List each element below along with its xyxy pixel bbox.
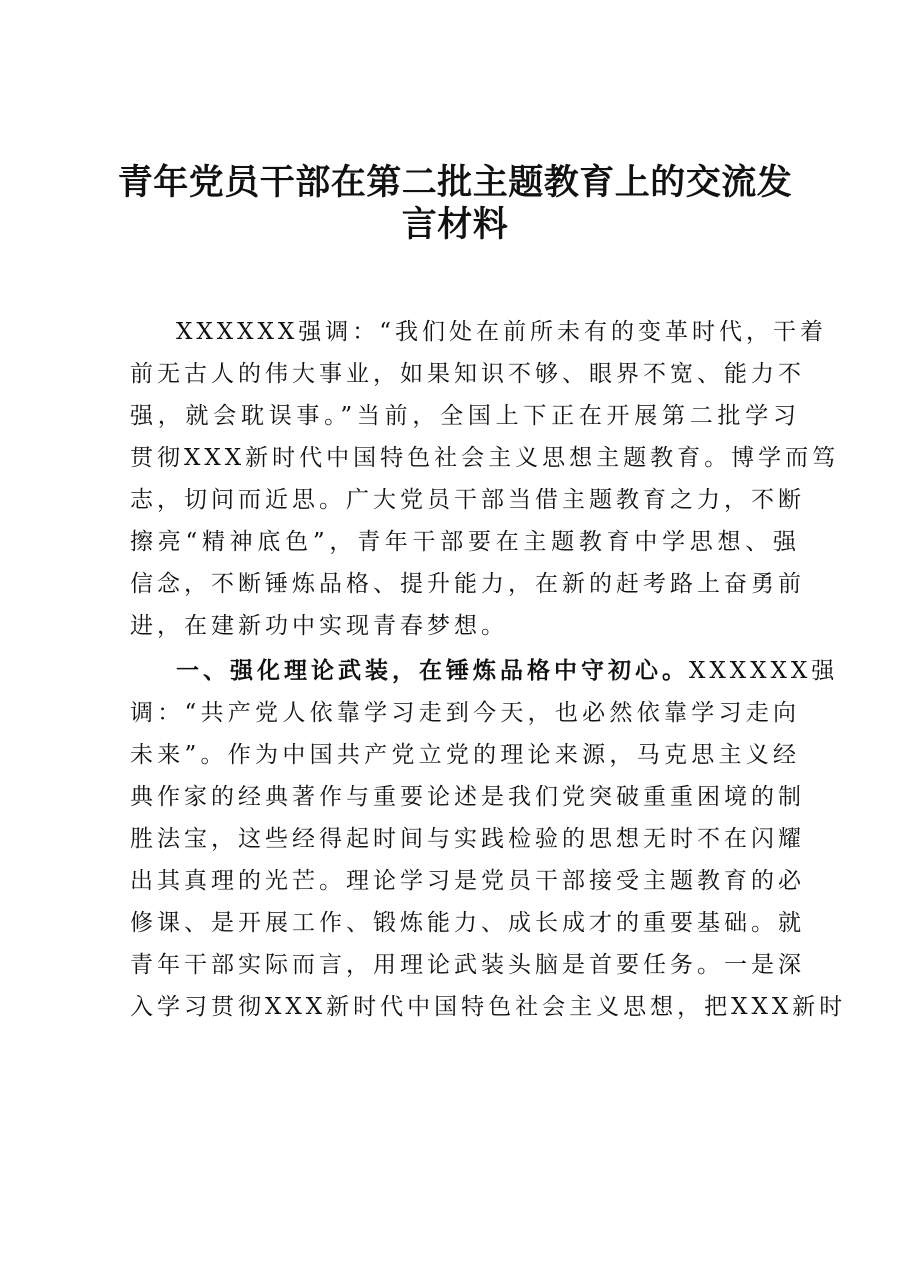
paragraph-1 (130, 311, 840, 647)
text-line: 志，切问而近思。广大党员干部当借主题教育之力，不断 (130, 487, 805, 513)
text-line: 出其真理的光芒。理论学习是党员干部接受主题教育的必 (130, 868, 805, 894)
text-line: 入学习贯彻XXX新时代中国特色社会主义思想，把XXX新时 (130, 994, 847, 1020)
text-line: 信念，不断锤炼品格、提升能力，在新的赶考路上奋勇前 (130, 571, 805, 597)
text-line: 进，在建新功中实现青春梦想。 (130, 613, 508, 639)
text-line: 修课、是开展工作、锻炼能力、成长成才的重要基础。就 (130, 910, 805, 936)
text-line (130, 650, 839, 692)
text-line: 前无古人的伟大事业，如果知识不够、眼界不宽、能力不 (130, 361, 805, 387)
text-line: XXXXXX强调：“我们处在前所未有的变革时代，干着 (176, 319, 828, 345)
text-line: 调：“共产党人依靠学习走到今天，也必然依靠学习走向 (130, 700, 800, 726)
text-line: 擦亮“精神底色”，青年干部要在主题教育中学思想、强 (130, 529, 800, 555)
document-body (130, 311, 847, 1028)
heading-line-rest: XXXXXX强 (689, 658, 839, 684)
text-line: 典作家的经典著作与重要论述是我们党突破重重困境的制 (130, 784, 805, 810)
title-line-2: 言材料 (401, 204, 509, 245)
text-line: 贯彻XXX新时代中国特色社会主义思想主题教育。博学而笃 (130, 445, 840, 471)
paragraph-2 (130, 650, 847, 1028)
section-heading: 一、强化理论武装，在锤炼品格中守初心。 (176, 657, 689, 684)
text-line: 胜法宝，这些经得起时间与实践检验的思想无时不在闪耀 (130, 826, 805, 852)
text-line: 未来”。作为中国共产党立党的理论来源，马克思主义经 (130, 742, 800, 768)
title-line-1: 青年党员干部在第二批主题教育上的交流发 (117, 162, 793, 203)
document-title (110, 158, 800, 245)
text-line: 青年干部实际而言，用理论武装头脑是首要任务。一是深 (130, 952, 805, 978)
text-line: 强，就会耽误事。”当前，全国上下正在开展第二批学习 (130, 403, 800, 429)
